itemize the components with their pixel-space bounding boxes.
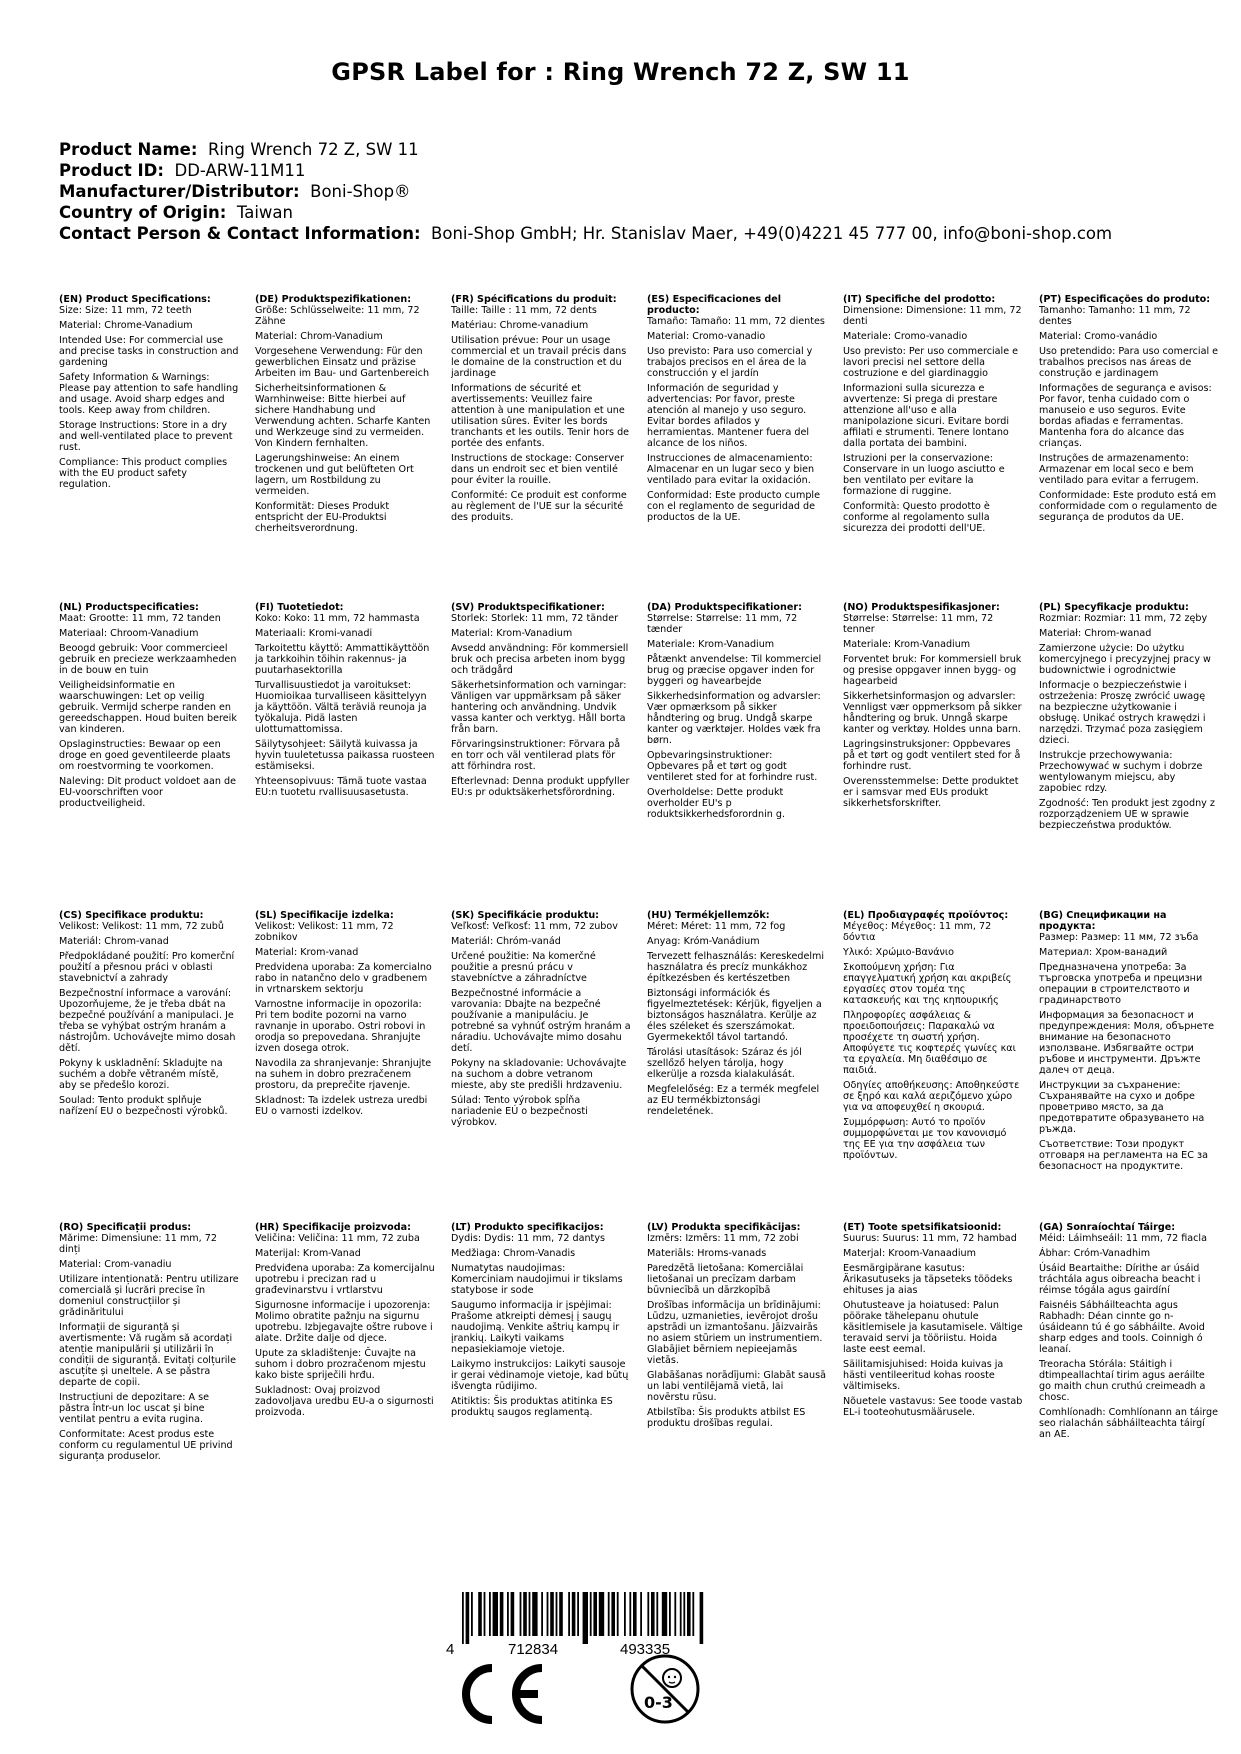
spec-block <box>59 910 255 1222</box>
spec-paragraph: Turvallisuustiedot ja varoitukset: Huomioikaa turvalliseen käsittelyyn ja käyttöön. Vältä teräviä reunoja ja työkaluja. Pidä lasten ulottumattomissa. <box>255 680 427 735</box>
barcode-bar <box>541 1592 543 1636</box>
spec-heading: (LT) Produkto specifikacijos: <box>451 1222 604 1233</box>
spec-paragraph: Materiale: Krom-Vanadium <box>843 639 971 650</box>
spec-paragraph: Zgodność: Ten produkt jest zgodny z rozporządzeniem UE w sprawie bezpieczeństwa produktów. <box>1039 798 1215 831</box>
spec-paragraph: Uso previsto: Para uso comercial y trabajos precisos en el área de la construcción y el jardín <box>647 346 813 379</box>
spec-paragraph: Laikymo instrukcijos: Laikyti sausoje ir gerai vėdinamoje vietoje, kad būtų išvengta rūdijimo. <box>451 1359 629 1392</box>
spec-paragraph: Съответствие: Този продукт отговаря на регламента на ЕС за безопасност на продуктите. <box>1039 1139 1208 1172</box>
spec-paragraph: Suurus: Suurus: 11 mm, 72 hambad <box>843 1233 1017 1244</box>
spec-block <box>59 294 255 602</box>
spec-paragraph: Material: Chrom-Vanadium <box>255 331 383 342</box>
barcode-bar <box>547 1592 549 1636</box>
barcode-bar <box>489 1592 491 1636</box>
spec-paragraph: Informazioni sulla sicurezza e avvertenze: Si prega di prestare attenzione all'uso e alla manipolazione sicuri. Evitare bordi affilati e strumenti. Tenere lontano dalla portata dei bambini. <box>843 383 1010 449</box>
spec-paragraph: Avsedd användning: För kommersiell bruk och precisa arbeten inom bygg och trädgård <box>451 643 629 676</box>
spec-paragraph: Predviđena uporaba: Za komercijalnu upotrebu i precizan rad u građevinarstvu i vrtlarstvu <box>255 1263 435 1296</box>
barcode-bar <box>687 1592 691 1636</box>
spec-paragraph: Sikkerhedsinformation og advarsler: Vær opmærksom på sikker håndtering og brug. Undgå skarpe kanter og værktøjer. Holdes væk fra børn. <box>647 691 821 746</box>
spec-block <box>843 1222 1039 1522</box>
barcode-bar <box>633 1592 637 1636</box>
ce-mark-icon <box>452 1660 548 1728</box>
spec-paragraph: Yhteensopivuus: Tämä tuote vastaa EU:n tuotetu rvallisuusasetusta. <box>255 776 427 798</box>
spec-paragraph: Saugumo informacija ir įspėjimai: Prašome atkreipti dėmesį į saugų naudojimą. Venkite aštrių kampų ir įrankių. Laikyti vaikams nepasiekiamoje vietoje. <box>451 1300 620 1355</box>
barcode-bar <box>471 1592 473 1636</box>
spec-block <box>1039 294 1235 602</box>
barcode-digit-first: 4 <box>446 1641 455 1658</box>
spec-paragraph: Informations de sécurité et avertissements: Veuillez faire attention à une manipulation et une utilisation sûres. Éviter les bords tranchants et les outils. Tenir hors de portée des enfants. <box>451 383 630 449</box>
spec-heading: (RO) Specificații produs: <box>59 1222 192 1233</box>
spec-paragraph: Materjal: Kroom-Vanaadium <box>843 1248 976 1259</box>
spec-heading: (PT) Especificações do produto: <box>1039 294 1211 305</box>
spec-paragraph: Vorgesehene Verwendung: Für den gewerblichen Einsatz und präzise Arbeiten im Bau- und Gartenbereich <box>255 346 430 379</box>
spec-paragraph: Materiał: Chrom-wanad <box>1039 628 1152 639</box>
barcode-bar <box>462 1592 464 1644</box>
spec-paragraph: Instruções de armazenamento: Armazenar em local seco e bem ventilado para evitar a ferrugem. <box>1039 453 1199 486</box>
spec-paragraph: Sicherheitsinformationen & Warnhinweise: Bitte hierbei auf sichere Handhabung und Verwendung achten. Scharfe Kanten und Werkzeuge sind zu vermeiden. Von Kindern fernhalten. <box>255 383 431 449</box>
spec-paragraph: Μέγεθος: Μέγεθος: 11 mm, 72 δόντια <box>843 921 992 943</box>
spec-paragraph: Istruzioni per la conservazione: Conservare in un luogo asciutto e ben ventilato per evitare la formazione di ruggine. <box>843 453 1005 497</box>
info-value: DD-ARW-11M11 <box>174 161 306 180</box>
spec-block <box>843 910 1039 1222</box>
spec-paragraph: Velikost: Velikost: 11 mm, 72 zobnikov <box>255 921 394 943</box>
spec-paragraph: Οδηγίες αποθήκευσης: Αποθηκεύστε σε ξηρό και καλά αεριζόμενο χώρο για να αποφευχθεί η σκουριά. <box>843 1080 1020 1113</box>
barcode-bar <box>680 1592 682 1636</box>
spec-heading: (DA) Produktspecifikationer: <box>647 602 802 613</box>
info-value: Taiwan <box>236 203 293 222</box>
info-value: Boni-Shop® <box>310 182 411 201</box>
spec-paragraph: Forventet bruk: For kommersiell bruk og presise oppgaver innen bygg- og hagearbeid <box>843 654 1022 687</box>
info-label: Product Name: <box>59 140 198 159</box>
spec-paragraph: Eesmärgipärane kasutus: Ärikasutuseks ja täpseteks töödeks ehituses ja aias <box>843 1263 1013 1296</box>
spec-block <box>451 602 647 910</box>
spec-heading: (ET) Toote spetsifikatsioonid: <box>843 1222 1002 1233</box>
spec-paragraph: Skladnost: Ta izdelek ustreza uredbi EU o varnosti izdelkov. <box>255 1095 428 1117</box>
spec-paragraph: Material: Crom-vanadiu <box>59 1259 172 1270</box>
spec-block <box>59 1222 255 1522</box>
info-row <box>59 181 1112 202</box>
spec-paragraph: Overensstemmelse: Dette produktet er i samsvar med EUs produkt sikkerhetsforskrifter. <box>843 776 1019 809</box>
spec-paragraph: Säkerhetsinformation och varningar: Vänligen var uppmärksam på säker hantering och användning. Undvik vassa kanter och verktyg. Håll borta från barn. <box>451 680 627 735</box>
spec-paragraph: Maat: Grootte: 11 mm, 72 tanden <box>59 613 221 624</box>
spec-block <box>59 602 255 910</box>
spec-paragraph: Súlad: Tento výrobok spĺňa nariadenie EÚ o bezpečnosti výrobkov. <box>451 1095 588 1128</box>
spec-paragraph: Tervezett felhasználás: Kereskedelmi használatra és precíz munkákhoz építkezésben és kertészetben <box>647 951 825 984</box>
spec-paragraph: Lagringsinstruksjoner: Oppbevares på et tørt og godt ventilert sted for å forhindre rust. <box>843 739 1021 772</box>
spec-paragraph: Paredzētā lietošana: Komerciālai lietošanai un precīzam darbam būvniecībā un dārzkopībā <box>647 1263 804 1296</box>
barcode-bar <box>608 1592 610 1636</box>
spec-paragraph: Инструкции за съхранение: Съхранявайте на сухо и добре проветриво място, за да предотвратите образуването на ръжда. <box>1039 1080 1205 1135</box>
spec-paragraph: Bezpečnostné informácie a varovania: Dbajte na bezpečné používanie a manipuláciu. Je potrebné sa vyhnúť ostrým hranám a náradiu. Uchovávajte mimo dosahu detí. <box>451 988 631 1054</box>
spec-paragraph: Material: Cromo-vanadio <box>647 331 766 342</box>
spec-paragraph: Materiaali: Kromi-vanadi <box>255 628 373 639</box>
barcode-bar <box>500 1592 504 1636</box>
spec-paragraph: Veľkosť: Veľkosť: 11 mm, 72 zubov <box>451 921 618 932</box>
barcode-bar <box>593 1592 597 1636</box>
spec-paragraph: Предназначена употреба: За търговска употреба и прецизни операции в строителството и градинарството <box>1039 962 1203 1006</box>
spec-paragraph: Anyag: Króm-Vanádium <box>647 936 760 947</box>
spec-paragraph: Naleving: Dit product voldoet aan de EU-voorschriften voor productveiligheid. <box>59 776 236 809</box>
spec-paragraph: Información de seguridad y advertencias: Por favor, preste atención al manejo y uso seguro. Evitar bordes afilados y herramientas. Mantener fuera del alcance de los niños. <box>647 383 810 449</box>
barcode-bar <box>556 1592 558 1636</box>
barcode-bar <box>466 1592 470 1644</box>
spec-heading: (DE) Produktspezifikationen: <box>255 294 412 305</box>
spec-paragraph: Atitiktis: Šis produktas atitinka ES produktų saugos reglamentą. <box>451 1396 613 1418</box>
info-label: Manufacturer/Distributor: <box>59 182 300 201</box>
spec-paragraph: Υλικό: Χρώμιο-Βανάνιο <box>843 947 955 958</box>
spec-paragraph: Tamaño: Tamaño: 11 mm, 72 dientes <box>647 316 825 327</box>
spec-block <box>1039 910 1235 1222</box>
spec-paragraph: Instrucciones de almacenamiento: Almacenar en un lugar seco y bien ventilado para evitar la oxidación. <box>647 453 815 486</box>
barcode-digits-left: 712834 <box>508 1641 559 1658</box>
barcode-bar <box>493 1592 498 1636</box>
spec-paragraph: Zamierzone użycie: Do użytku komercyjnego i precyzyjnej pracy w budownictwie i ogrodnictwie <box>1039 643 1211 676</box>
spec-heading: (IT) Specifiche del prodotto: <box>843 294 996 305</box>
product-info <box>59 139 1112 244</box>
spec-paragraph: Určené použitie: Na komerčné použitie a presnú prácu v stavebníctve a záhradníctve <box>451 951 596 984</box>
spec-paragraph: Conformidad: Este producto cumple con el reglamento de seguridad de productos de la UE. <box>647 490 820 523</box>
ean-barcode <box>440 1592 740 1658</box>
spec-paragraph: Uso previsto: Per uso commerciale e lavori precisi nel settore della costruzione e del giardinaggio <box>843 346 1019 379</box>
spec-paragraph: Materijal: Krom-Vanad <box>255 1248 361 1259</box>
spec-paragraph: Koko: Koko: 11 mm, 72 hammasta <box>255 613 420 624</box>
spec-block <box>647 294 843 602</box>
barcode-bar <box>520 1592 522 1636</box>
spec-block <box>647 1222 843 1522</box>
spec-paragraph: Pokyny k uskladnění: Skladujte na suchém a dobře větraném místě, aby se předešlo korozi. <box>59 1058 223 1091</box>
spec-paragraph: Izmērs: Izmērs: 11 mm, 72 zobi <box>647 1233 799 1244</box>
spec-paragraph: Materiál: Chrom-vanad <box>59 936 169 947</box>
spec-paragraph: Materiál: Chróm-vanád <box>451 936 561 947</box>
spec-block <box>255 294 451 602</box>
spec-paragraph: Matériau: Chrome-vanadium <box>451 320 589 331</box>
spec-paragraph: Tamanho: Tamanho: 11 mm, 72 dentes <box>1039 305 1191 327</box>
barcode-bar <box>568 1592 570 1636</box>
spec-block <box>451 910 647 1222</box>
spec-paragraph: Předpokládané použití: Pro komerční použití a přesnou práci v oblasti stavebnictví a zahrady <box>59 951 235 984</box>
barcode-bar <box>629 1592 631 1636</box>
spec-block <box>255 602 451 910</box>
spec-paragraph: Informacje o bezpieczeństwie i ostrzeżenia: Proszę zwrócić uwagę na bezpieczne użytkowanie i obsługę. Unikać ostrych krawędzi i narzędzi. Trzymać poza zasięgiem dzieci. <box>1039 680 1206 746</box>
barcode-bar <box>572 1592 576 1636</box>
spec-paragraph: Treoracha Stórála: Stáitigh i dtimpeallachtaí tirim agus aeráilte go maith chun cruthú creimeadh a chosc. <box>1039 1359 1206 1403</box>
spec-heading: (FI) Tuotetiedot: <box>255 602 344 613</box>
barcode-bar <box>577 1592 579 1636</box>
page-title: GPSR Label for : Ring Wrench 72 Z, SW 11 <box>331 58 910 86</box>
spec-paragraph: Glabāšanas norādījumi: Glabāt sausā un labi ventilējamā vietā, lai novērstu rūsu. <box>647 1370 826 1403</box>
spec-paragraph: Material: Krom-vanad <box>255 947 359 958</box>
spec-paragraph: Bezpečnostní informace a varování: Upozorňujeme, že je třeba dbát na bezpečné používání a manipulaci. Je třeba se vyhýbat ostrým hranám a nástrojům. Uchovávejte mimo dosah dětí. <box>59 988 236 1054</box>
spec-heading: (HU) Termékjellemzők: <box>647 910 770 921</box>
spec-paragraph: Storage Instructions: Store in a dry and well-ventilated place to prevent rust. <box>59 420 233 453</box>
spec-paragraph: Méid: Láimhseáil: 11 mm, 72 fiacla <box>1039 1233 1207 1244</box>
barcode-bar <box>640 1592 642 1636</box>
spec-block <box>255 910 451 1222</box>
spec-paragraph: Dydis: Dydis: 11 mm, 72 dantys <box>451 1233 605 1244</box>
spec-block <box>647 910 843 1222</box>
spec-paragraph: Размер: Размер: 11 мм, 72 зъба <box>1039 932 1199 943</box>
spec-paragraph: Safety Information & Warnings: Please pay attention to safe handling and usage. Avoid sharp edges and tools. Keep away from children. <box>59 372 239 416</box>
info-label: Product ID: <box>59 161 164 180</box>
info-row <box>59 202 1112 223</box>
barcode-bar <box>484 1592 486 1636</box>
barcode-bar <box>683 1592 685 1636</box>
spec-paragraph: Úsáid Beartaithe: Dírithe ar úsáid tráchtála agus oibreacha beacht i réimse tógála agus gairdíní <box>1039 1263 1201 1296</box>
spec-heading: (SL) Specifikacije izdelka: <box>255 910 394 921</box>
spec-paragraph: Konformität: Dieses Produkt entspricht der EU-Produktsi cherheitsverordnung. <box>255 501 390 534</box>
spec-paragraph: Faisnéis Sábháilteachta agus Rabhadh: Déan cinnte go n-úsáideann tú é go sábháilte. Avoid sharp edges and tools. Coinnigh ó leanaí. <box>1039 1300 1205 1355</box>
spec-paragraph: Mărime: Dimensiune: 11 mm, 72 dinți <box>59 1233 217 1255</box>
spec-paragraph: Biztonsági információk és figyelmeztetések: Kérjük, figyeljen a biztonságos használatra. Kerülje az éles széleket és szerszámokat. Gyermekektől távol tartandó. <box>647 988 822 1043</box>
age-range-label: 0-3 <box>644 1693 673 1712</box>
spec-heading: (SK) Špecifikácie produktu: <box>451 910 600 921</box>
barcode-bar <box>656 1592 658 1636</box>
spec-paragraph: Ohutusteave ja hoiatused: Palun pöörake tähelepanu ohutule käsitlemisele ja kasutamisele. Vältige teravaid servi ja tööriistu. Hoida laste eest eemal. <box>843 1300 1023 1355</box>
barcode-bar <box>583 1592 588 1644</box>
spec-paragraph: Conformitate: Acest produs este conform cu regulamentul UE privind siguranța produselor. <box>59 1429 233 1462</box>
spec-paragraph: Tarkoitettu käyttö: Ammattikäyttöön ja tarkkoihin töihin rakennus- ja puutarhasektorilla <box>255 643 430 676</box>
spec-paragraph: Dimensione: Dimensione: 11 mm, 72 denti <box>843 305 1022 327</box>
spec-paragraph: Veiligheidsinformatie en waarschuwingen: Let op veilig gebruik. Vermijd scherpe randen en gereedschappen. Houd buiten bereik van kinderen. <box>59 680 237 735</box>
spec-paragraph: Medžiaga: Chrom-Vanadis <box>451 1248 576 1259</box>
barcode-bar <box>532 1592 537 1636</box>
barcode-bar <box>478 1592 482 1636</box>
spec-paragraph: Instructions de stockage: Conserver dans un endroit sec et bien ventilé pour éviter la rouille. <box>451 453 624 486</box>
barcode-bar <box>523 1592 527 1636</box>
spec-block <box>1039 602 1235 910</box>
barcode-bar <box>550 1592 554 1636</box>
spec-paragraph: Opslaginstructies: Bewaar op een droge en goed geventileerde plaats om roestvorming te voorkomen. <box>59 739 231 772</box>
spec-paragraph: Sigurnosne informacije i upozorenja: Molimo obratite pažnju na sigurnu upotrebu. Izbjegavajte oštre rubove i alate. Držite dalje od djece. <box>255 1300 433 1344</box>
spec-paragraph: Material: Cromo-vanádio <box>1039 331 1158 342</box>
spec-block <box>647 602 843 910</box>
spec-paragraph: Efterlevnad: Denna produkt uppfyller EU:s pr oduktsäkerhetsförordning. <box>451 776 630 798</box>
info-label: Contact Person & Contact Information: <box>59 224 421 243</box>
spec-paragraph: Materiale: Krom-Vanadium <box>647 639 775 650</box>
barcode-bar <box>611 1592 615 1636</box>
spec-heading: (PL) Specyfikacje produktu: <box>1039 602 1189 613</box>
spec-paragraph: Rozmiar: Rozmiar: 11 mm, 72 zęby <box>1039 613 1208 624</box>
spec-paragraph: Utilisation prévue: Pour un usage commercial et un travail précis dans le domaine de la construction et du jardinage <box>451 335 627 379</box>
spec-heading: (HR) Specifikacije proizvoda: <box>255 1222 411 1233</box>
spec-paragraph: Upute za skladištenje: Čuvajte na suhom i dobro prozračenom mjestu kako biste spriječili hrđu. <box>255 1348 426 1381</box>
spec-paragraph: Compliance: This product complies with the EU product safety regulation. <box>59 457 228 490</box>
barcode-bar <box>662 1592 667 1636</box>
spec-paragraph: Uso pretendido: Para uso comercial e trabalhos precisos nas áreas de construção e jardinagem <box>1039 346 1219 379</box>
spec-block <box>451 294 647 602</box>
spec-paragraph: Soulad: Tento produkt splňuje nařízení EU o bezpečnosti výrobků. <box>59 1095 228 1117</box>
spec-paragraph: Tárolási utasítások: Száraz és jól szellőző helyen tárolja, hogy elkerülje a rozsda kialakulását. <box>647 1047 802 1080</box>
spec-paragraph: Materiaal: Chroom-Vanadium <box>59 628 199 639</box>
spec-paragraph: Sukladnost: Ovaj proizvod zadovoljava uredbu EU-a o sigurnosti proizvoda. <box>255 1385 434 1418</box>
barcode-digits-right: 493335 <box>620 1641 671 1658</box>
spec-paragraph: Méret: Méret: 11 mm, 72 fog <box>647 921 786 932</box>
spec-heading: (LV) Produkta specifikācijas: <box>647 1222 801 1233</box>
spec-paragraph: Säilitamisjuhised: Hoida kuivas ja hästi ventileeritud kohas rooste vältimiseks. <box>843 1359 1004 1392</box>
spec-paragraph: Instrucțiuni de depozitare: A se păstra într-un loc uscat și bine ventilat pentru a evita rugina. <box>59 1392 210 1425</box>
spec-heading: (GA) Sonraíochtaí Táirge: <box>1039 1222 1176 1233</box>
spec-paragraph: Beoogd gebruik: Voor commercieel gebruik en precieze werkzaamheden in de bouw en tuin <box>59 643 237 676</box>
spec-paragraph: Størrelse: Størrelse: 11 mm, 72 tenner <box>843 613 994 635</box>
spec-paragraph: Conformità: Questo prodotto è conforme al regolamento sulla sicurezza dei prodotti dell'UE. <box>843 501 990 534</box>
spec-paragraph: Velikost: Velikost: 11 mm, 72 zubů <box>59 921 224 932</box>
spec-paragraph: Utilizare intenționată: Pentru utilizare comercială și lucrări precise în domeniul construcțiilor și grădinăritului <box>59 1274 239 1318</box>
spec-paragraph: Instrukcje przechowywania: Przechowywać w suchym i dobrze wentylowanym miejscu, aby zapobiec rdzy. <box>1039 750 1203 794</box>
spec-paragraph: Veličina: Veličina: 11 mm, 72 zuba <box>255 1233 420 1244</box>
spec-paragraph: Lagerungshinweise: An einem trockenen und gut belüfteten Ort lagern, um Rostbildung zu vermeiden. <box>255 453 414 497</box>
spec-heading: (SV) Produktspecifikationer: <box>451 602 605 613</box>
spec-paragraph: Megfelelőség: Ez a termék megfelel az EU termékbiztonsági rendeletének. <box>647 1084 820 1117</box>
spec-paragraph: Intended Use: For commercial use and precise tasks in construction and gardening <box>59 335 239 368</box>
spec-paragraph: Conformidade: Este produto está em conformidade com o regulamento de segurança de produtos da UE. <box>1039 490 1218 523</box>
spec-paragraph: Informații de siguranță și avertismente: Vă rugăm să acordați atenție manipulării și utilizării în condiții de siguranță. Evitați colțurile ascuțite și uneltele. A se păstra departe de copii. <box>59 1322 236 1388</box>
spec-heading: (BG) Спецификации на продукта: <box>1039 910 1167 932</box>
spec-paragraph: Varnostne informacije in opozorila: Pri tem bodite pozorni na varno ravnanje in uporabo. Ostri robovi in orodja so prepovedana. Shranjujte izven dosega otrok. <box>255 999 426 1054</box>
barcode-bar <box>692 1592 694 1636</box>
spec-paragraph: Material: Chrome-Vanadium <box>59 320 193 331</box>
spec-paragraph: Påtænkt anvendelse: Til kommerciel brug og præcise opgaver inden for byggeri og havearbejde <box>647 654 822 687</box>
spec-paragraph: Συμμόρφωση: Αυτό το προϊόν συμμορφώνεται με τον κανονισμό της ΕΕ για την ασφάλεια των προϊόντων. <box>843 1117 1007 1161</box>
spec-paragraph: Storlek: Storlek: 11 mm, 72 tänder <box>451 613 619 624</box>
spec-paragraph: Informações de segurança e avisos: Por favor, tenha cuidado com o manuseio e uso seguros. Evite bordas afiadas e ferramentas. Mantenha fora do alcance das crianças. <box>1039 383 1212 449</box>
barcode-bar <box>599 1592 604 1636</box>
spec-paragraph: Conformité: Ce produit est conforme au règlement de l'UE sur la sécurité des produits. <box>451 490 627 523</box>
info-value: Boni-Shop GmbH; Hr. Stanislav Maer, +49(0)4221 45 777 00, info@boni-shop.com <box>431 224 1113 243</box>
spec-heading: (NL) Productspecificaties: <box>59 602 199 613</box>
barcode-bar <box>674 1592 676 1636</box>
barcode-bar <box>511 1592 515 1636</box>
barcode-bar <box>559 1592 563 1636</box>
spec-paragraph: Säilytysohjeet: Säilytä kuivassa ja hyvin tuuletetussa paikassa ruosteen estämiseksi. <box>255 739 435 772</box>
barcode-bar <box>617 1592 619 1636</box>
spec-paragraph: Pokyny na skladovanie: Uchovávajte na suchom a dobre vetranom mieste, aby ste predišli hrdzaveniu. <box>451 1058 627 1091</box>
not-for-children-0-3-icon <box>628 1652 702 1726</box>
spec-paragraph: Sikkerhetsinformasjon og advarsler: Vennligst vær oppmerksom på sikker håndtering og bruk. Unngå skarpe kanter og verktøy. Holdes unna barn. <box>843 691 1022 735</box>
spec-paragraph: Comhlíonadh: Comhlíonann an táirge seo rialachán sábháilteachta táirgí an AE. <box>1039 1407 1219 1440</box>
spec-paragraph: Материал: Хром-ванадий <box>1039 947 1168 958</box>
spec-heading: (FR) Spécifications du produit: <box>451 294 617 305</box>
barcode-bar <box>624 1592 626 1636</box>
spec-paragraph: Nõuetele vastavus: See toode vastab EL-i tooteohutusmäärusele. <box>843 1396 1023 1418</box>
barcode-bar <box>647 1592 649 1636</box>
spec-heading: (EL) Προδιαγραφές προϊόντος: <box>843 910 1009 921</box>
spec-paragraph: Numatytas naudojimas: Komerciniam naudojimui ir tikslams statybose ir sode <box>451 1263 623 1296</box>
spec-paragraph: Информация за безопасност и предупреждения: Моля, обърнете внимание на безопасното използване. Избягвайте остри ръбове и инструменти. Дръжте далеч от деца. <box>1039 1010 1215 1076</box>
spec-block <box>1039 1222 1235 1522</box>
barcode-bar <box>700 1592 704 1644</box>
info-value: Ring Wrench 72 Z, SW 11 <box>207 140 419 159</box>
info-row <box>59 139 1112 160</box>
spec-paragraph: Navodila za shranjevanje: Shranjujte na suhem in dobro prezračenem prostoru, da preprečite rjavenje. <box>255 1058 432 1091</box>
spec-paragraph: Σκοπούμενη χρήση: Για επαγγελματική χρήση και ακριβείς εργασίες στον τομέα της κατασκευής και της κηπουρικής <box>843 962 1012 1006</box>
spec-paragraph: Materiāls: Hroms-vanads <box>647 1248 767 1259</box>
info-row <box>59 160 1112 181</box>
spec-heading: (NO) Produktspesifikasjoner: <box>843 602 1000 613</box>
barcode-bar <box>669 1592 671 1636</box>
spec-paragraph: Πληροφορίες ασφάλειας & προειδοποιήσεις: Παρακαλώ να προσέχετε τη σωστή χρήση. Αποφύγετε τις κοφτερές γωνίες και τα εργαλεία. Μη διαθέσιμο σε παιδιά. <box>843 1010 1016 1076</box>
spec-paragraph: Størrelse: Størrelse: 11 mm, 72 tænder <box>647 613 798 635</box>
spec-paragraph: Ábhar: Cróm-Vanadhim <box>1039 1248 1151 1259</box>
spec-block <box>843 602 1039 910</box>
spec-paragraph: Size: Size: 11 mm, 72 teeth <box>59 305 192 316</box>
spec-heading: (ES) Especificaciones del producto: <box>647 294 782 316</box>
info-label: Country of Origin: <box>59 203 227 222</box>
spec-paragraph: Atbilstība: Šis produkts atbilst ES produktu drošības regulai. <box>647 1407 806 1429</box>
spec-paragraph: Taille: Taille : 11 mm, 72 dents <box>451 305 597 316</box>
spec-heading: (EN) Product Specifications: <box>59 294 211 305</box>
spec-paragraph: Opbevaringsinstruktioner: Opbevares på et tørt og godt ventileret sted for at forhindre rust. <box>647 750 818 783</box>
barcode-bar <box>507 1592 509 1636</box>
spec-grid <box>59 294 1235 1522</box>
info-row <box>59 223 1112 244</box>
barcode-bar <box>651 1592 655 1636</box>
spec-paragraph: Overholdelse: Dette produkt overholder EU's p roduktsikkerhedsforordnin g. <box>647 787 786 820</box>
barcode-bar <box>590 1592 592 1636</box>
spec-paragraph: Drošības informācija un brīdinājumi: Lūdzu, uzmanieties, ievērojot drošu apstrādi un izmantošanu. Jāizvairās no asiem stūriem un instrumentiem. Glabājiet bērniem nepieejamās vietās. <box>647 1300 823 1366</box>
spec-block <box>255 1222 451 1522</box>
spec-paragraph: Material: Krom-Vanadium <box>451 628 573 639</box>
spec-paragraph: Größe: Schlüsselweite: 11 mm, 72 Zähne <box>255 305 420 327</box>
barcode-bar <box>529 1592 531 1636</box>
spec-paragraph: Materiale: Cromo-vanadio <box>843 331 968 342</box>
spec-block <box>843 294 1039 602</box>
spec-paragraph: Förvaringsinstruktioner: Förvara på en torr och väl ventilerad plats för att förhindra rost. <box>451 739 621 772</box>
spec-block <box>451 1222 647 1522</box>
spec-heading: (CS) Specifikace produktu: <box>59 910 204 921</box>
spec-paragraph: Predvidena uporaba: Za komercialno rabo in natančno delo v gradbenem in vrtnarskem sektorju <box>255 962 432 995</box>
